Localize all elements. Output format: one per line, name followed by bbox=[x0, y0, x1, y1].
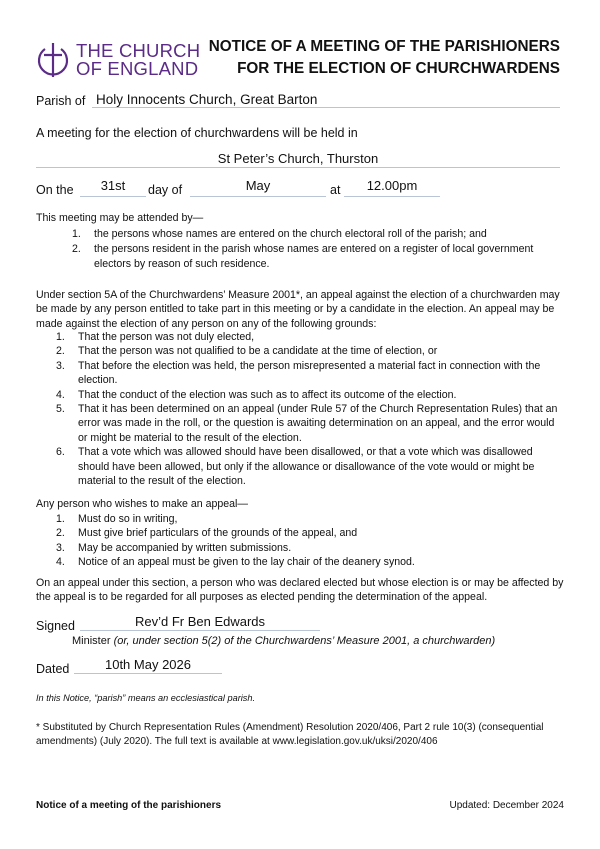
logo-line-2: OF ENGLAND bbox=[76, 58, 199, 79]
signed-field-line bbox=[80, 630, 320, 631]
role-note: (or, under section 5(2) of the Churchwardens’ Measure 2001, a churchwarden) bbox=[113, 635, 496, 647]
title-line-1: NOTICE OF A MEETING OF THE PARISHIONERS bbox=[208, 38, 560, 55]
dated-field-line bbox=[74, 673, 222, 674]
appeal-note: On an appeal under this section, a person who was declared elected but whose election is or may be affected by the appeal is to be regarded for all purposes as elected pending the determination of the appeal. bbox=[36, 577, 564, 604]
logo-line-1: THE CHURCH bbox=[76, 40, 201, 61]
venue-value[interactable]: St Peter’s Church, Thurston bbox=[217, 151, 379, 166]
list-item: 3. May be accompanied by written submissions. bbox=[56, 541, 292, 554]
day-value[interactable]: 31st bbox=[100, 178, 126, 193]
month-field-line bbox=[190, 196, 326, 197]
footnote: * Substituted by Church Representation Rules (Amendment) Resolution 2020/406, Part 2 rule 10(3) (consequential amendments) (July 2020). The full text is available at www.legislation.gov.uk/uksi/2020/406 bbox=[36, 722, 544, 747]
appeal-list bbox=[56, 512, 562, 570]
list-item: 2. Must give brief particulars of the grounds of the appeal, and bbox=[56, 527, 358, 540]
parish-value[interactable]: Holy Innocents Church, Great Barton bbox=[96, 92, 318, 107]
at-label: at bbox=[330, 183, 341, 197]
list-item: 6. That a vote which was allowed should have been disallowed, or that a vote which was disallowed should have been allowed, but only if the allowance or disallowance of the vote would or might be material to the result of the election. bbox=[56, 446, 535, 488]
role-label: Minister bbox=[72, 635, 111, 647]
venue-field-line bbox=[36, 167, 560, 168]
dated-value[interactable]: 10th May 2026 bbox=[104, 657, 191, 672]
church-logo bbox=[36, 40, 216, 80]
footer-right: Updated: December 2024 bbox=[449, 800, 564, 811]
attend-intro: This meeting may be attended by— bbox=[36, 212, 204, 224]
list-item: 3. That before the election was held, the person misrepresented a material fact in connection with the election. bbox=[56, 359, 541, 387]
time-field-line bbox=[344, 196, 440, 197]
day-of-label: day of bbox=[148, 183, 183, 197]
day-field-line bbox=[80, 196, 146, 197]
signed-label: Signed bbox=[36, 619, 75, 633]
page-title bbox=[209, 36, 560, 80]
list-item: 4. That the conduct of the election was such as to affect its outcome of the election. bbox=[56, 388, 457, 401]
grounds-list bbox=[56, 330, 562, 488]
time-value[interactable]: 12.00pm bbox=[366, 178, 418, 193]
attend-list bbox=[72, 227, 562, 271]
appeal-intro: Any person who wishes to make an appeal— bbox=[36, 498, 248, 510]
cross-icon bbox=[36, 42, 70, 78]
list-item: 4. Notice of an appeal must be given to the lay chair of the deanery synod. bbox=[56, 556, 415, 569]
parish-label: Parish of bbox=[36, 94, 86, 108]
list-item: 2. That the person was not qualified to be a candidate at the time of election, or bbox=[56, 345, 438, 358]
on-label: On the bbox=[36, 183, 74, 197]
section5a-intro: Under section 5A of the Churchwardens’ Measure 2001*, an appeal against the election of a churchwarden may be made by any person entitled to take part in this meeting or by a candidate in the election. An appeal may be made against the election of any person on any of the following grounds: bbox=[36, 289, 560, 330]
list-item: 1. That the person was not duly elected, bbox=[56, 331, 255, 343]
list-item: 1. the persons whose names are entered on the church electoral roll of the parish; and bbox=[72, 228, 487, 240]
list-item: 5. That it has been determined on an appeal (under Rule 57 of the Church Representation Rules) that an error was made in the roll, or the question is awaiting determination on an appeal, and the error would or might be material to the result of the election. bbox=[56, 403, 558, 444]
signed-role bbox=[72, 635, 495, 647]
parish-field-line bbox=[92, 107, 560, 108]
month-value[interactable]: May bbox=[245, 178, 271, 193]
signed-value[interactable]: Rev’d Fr Ben Edwards bbox=[134, 614, 266, 629]
meeting-intro: A meeting for the election of churchwardens will be held in bbox=[36, 126, 358, 140]
title-line-2: FOR THE ELECTION OF CHURCHWARDENS bbox=[237, 60, 560, 77]
dated-label: Dated bbox=[36, 662, 70, 676]
list-item: 1. Must do so in writing, bbox=[56, 513, 178, 525]
footer-left: Notice of a meeting of the parishioners bbox=[36, 800, 222, 811]
list-item: 2. the persons resident in the parish whose names are entered on a register of local government electors by reason of such residence. bbox=[72, 243, 534, 270]
parish-definition-note: In this Notice, “parish” means an ecclesiastical parish. bbox=[36, 693, 256, 703]
